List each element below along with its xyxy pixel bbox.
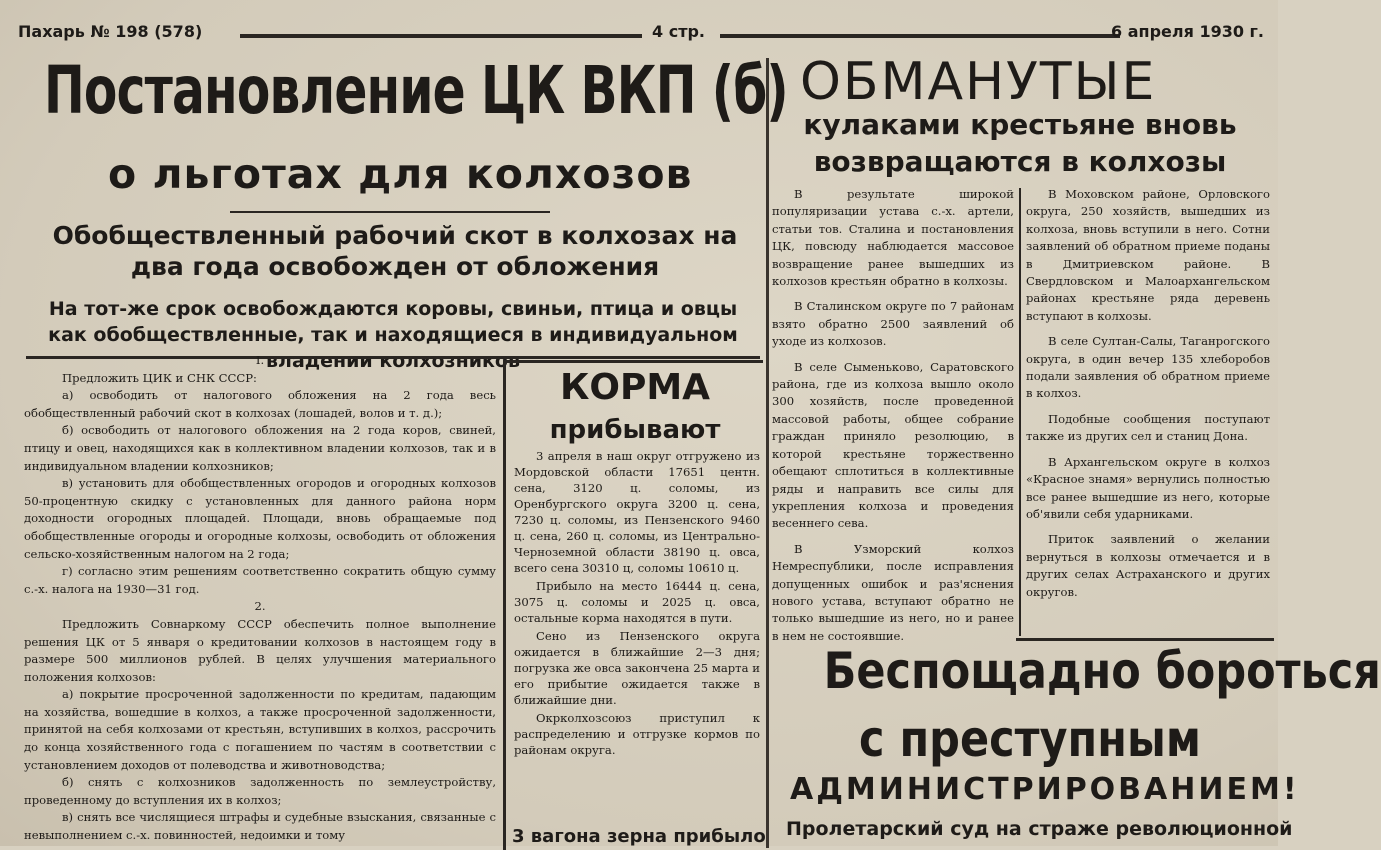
paragraph: В Сталинском округе по 7 районам взято обратно 2500 заявлений об уходе из колхозов. — [772, 299, 1014, 349]
paragraph: В селе Сыменьково, Саратовского района, где из колхоза вышло около 300 хозяйств, после проведенной массовой работы, общее собрание граждан приняло резолюцию, в которой крестьяне торжественно обещают сплотиться в коллективные ряды и направить все силы для укрепления колхоза и проведения весеннего сева. — [772, 359, 1014, 531]
paragraph: 3 апреля в наш округ отгружено из Мордовской области 17651 центн. сена, 3120 ц. соломы, из Оренбургского округа 3200 ц. сена, 7230 ц. соломы, из Пензенского 9460 ц. сена, 260 ц. соломы, из Центрально-Черноземной области 38190 ц. овса, всего сена 30310 ц, соломы 10610 ц. — [514, 449, 760, 575]
paragraph: в) снять все числящиеся штрафы и судебные взыскания, связанные с невыполнением с.-х. повинностей, недоимки и тому — [24, 810, 496, 843]
next-article-headline: 3 вагона зерна прибыло — [512, 826, 766, 847]
right-headline: ОБМАНУТЫЕ — [800, 52, 1157, 112]
main-subheadline: о льготах для колхозов — [108, 150, 693, 198]
section-number: 2. — [254, 599, 266, 614]
right-deck-1: кулаками крестьяне вновь — [803, 108, 1237, 141]
paragraph: В результате широкой популяризации устава с.-х. артели, статьи тов. Сталина и постановления ЦК, повсюду наблюдается массовое возвращение ранее вышедших из колхозов крестьян обратно в колхозы. — [772, 187, 1014, 289]
paragraph: б) освободить от налогового обложения на 2 года коров, свиней, птицу и овец, находящихся как в коллективном владении колхозов, так и в индивидуальном владении колхозников; — [24, 423, 496, 473]
korma-text — [514, 448, 760, 758]
paragraph: Сено из Пензенского округа ожидается в ближайшие 2—3 дня; погрузка же овса закончена 25 марта и его прибытие ожидается также в ближайшие дни. — [514, 629, 760, 707]
headline-rule — [230, 211, 550, 213]
paragraph: в) установить для обобществленных огородов и огородных колхозов 50-процентную скидку с установленных для данного района норм доходности огородных площадей. Площади, вновь обращаемые под обобществленные огороды и огородные колхозы, освободить от обложения сельско-хозяйственным налогом на 2 года; — [24, 476, 496, 561]
bottom-headline-line-2: с преступным — [858, 710, 1202, 768]
paragraph: Окрколхозсоюз приступил к распределению и отгрузке кормов по районам округа. — [514, 711, 760, 757]
main-headline: Постановление ЦК ВКП (б) — [44, 52, 788, 129]
section-number: I. — [255, 353, 265, 367]
column-divider — [766, 58, 769, 848]
korma-box-top-border — [503, 360, 763, 363]
paragraph: б) снять с колхозников задолженность по землеустройству, проведенному до вступления их в колхоз; — [24, 775, 496, 807]
right-article-end-rule — [1016, 638, 1274, 641]
issue-date: 6 апреля 1930 г. — [1111, 22, 1264, 41]
right-column-divider — [1019, 188, 1021, 636]
issue-number: Пахарь № 198 (578) — [18, 22, 203, 41]
bottom-headline-line-3: АДМИНИСТРИРОВАНИЕМ! — [790, 772, 1300, 807]
page-number: 4 стр. — [652, 22, 705, 41]
masthead-rule-right — [720, 34, 1120, 38]
right-article-column-1 — [772, 186, 1014, 645]
paragraph: Предложить ЦИК и СНК СССР: — [62, 370, 257, 385]
paragraph: В селе Султан-Салы, Таганрогского округа, в один вечер 135 хлеборобов подали заявления об обратном приеме в колхоз. — [1026, 334, 1270, 401]
paragraph: Подобные сообщения поступают также из других сел и станиц Дона. — [1026, 411, 1270, 444]
paragraph: В Узморский колхоз Немреспублики, после исправления допущенных ошибок и раз'яснения нового устава, вступают обратно не только вышедшие из него, но и ранее в нем не состоявшие. — [772, 541, 1014, 643]
paragraph: Прибыло на место 16444 ц. сена, 3075 ц. соломы и 2025 ц. овса, остальные корма находятся в пути. — [514, 579, 760, 625]
paragraph: В Архангельском округе в колхоз «Красное знамя» вернулись полностью все ранее вышедшие из него, которые об'явили себя ударниками. — [1026, 454, 1270, 521]
main-deck-2: На тот-же срок освобождаются коровы, свиньи, птица и овцы как обобществленные, так и находящиеся в индивидуальном владении колхозников — [48, 298, 738, 372]
korma-headline: КОРМА — [559, 367, 711, 408]
paragraph: г) согласно этим решениям соответственно сократить общую сумму с.-х. налога на 1930—31 год. — [24, 564, 496, 596]
masthead — [18, 20, 1264, 48]
paragraph: Приток заявлений о желании вернуться в колхозы отмечается и в других селах Астраханского и других округов. — [1026, 532, 1270, 599]
paragraph: В Моховском районе, Орловского округа, 250 хозяйств, вышедших из колхоза, вновь вступили в него. Сотни заявлений об обратном приеме поданы в Дмитриевском районе. В Свердловском и Малоархангельском районах крестьяне ряда деревень вступают в колхозы. — [1026, 187, 1270, 323]
right-article-column-2 — [1026, 186, 1270, 601]
paragraph: а) покрытие просроченной задолженности по кредитам, падающим на хозяйства, вошедшие в колхоз, а также просроченной задолженности, принятой на себя колхозами от крестьян, вступивших в колхоз, рассрочить до конца хозяйственного года с погашением по частям в соответствии с установлением доходов от полеводства и животноводства; — [24, 687, 496, 772]
bottom-deck: Пролетарский суд на страже революционной — [786, 818, 1293, 840]
masthead-rule-left — [240, 34, 642, 38]
main-deck-1: Обобществленный рабочий скот в колхозах на два года освобожден от обложения — [52, 221, 738, 281]
bottom-headline-line-1: Беспощадно бороться — [823, 642, 1381, 700]
paragraph: а) освободить от налогового обложения на 2 года весь обобществленный рабочий скот в колхозах (лошадей, волов и т. д.); — [24, 388, 496, 420]
right-deck-2: возвращаются в колхозы — [813, 145, 1227, 178]
korma-subheadline: прибывают — [549, 415, 721, 445]
paragraph: Предложить Совнаркому СССР обеспечить полное выполнение решения ЦК от 5 января о кредитовании колхозов в настоящем году в размере 500 миллионов рублей. В целях улучшения материального положения колхозов: — [24, 616, 496, 684]
decree-text — [24, 352, 496, 845]
